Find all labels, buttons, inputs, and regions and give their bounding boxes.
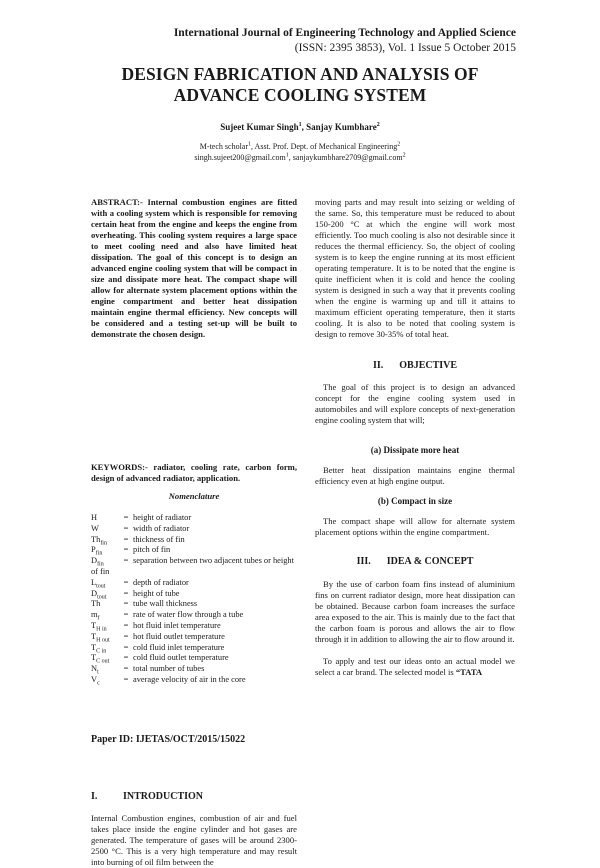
nomenclature-equals: =: [123, 523, 129, 533]
nomenclature-symbol-sub: c: [97, 680, 100, 687]
sub-heading-b: (b) Compact in size: [377, 496, 453, 506]
paper-id-value: IJETAS/OCT/2015/15022: [133, 734, 246, 745]
nomenclature-row: [91, 513, 297, 524]
nomenclature-symbol-sub: t: [97, 669, 99, 676]
nomenclature-row: [91, 524, 297, 535]
nomenclature-symbol-sub: C out: [96, 659, 110, 666]
nomenclature-symbol-base: D: [91, 556, 98, 566]
idea-number: III.: [356, 556, 371, 567]
nomenclature-symbol-base: V: [91, 674, 98, 684]
nomenclature-equals: =: [123, 610, 129, 620]
nomenclature-row: [91, 653, 297, 664]
nomenclature-symbol: [91, 664, 119, 675]
nomenclature-symbol-base: T: [91, 631, 97, 641]
nomenclature-equals: =: [123, 556, 129, 566]
idea-title: IDEA & CONCEPT: [386, 556, 474, 567]
nomenclature-row: [91, 556, 297, 578]
nomenclature-symbol: [91, 621, 119, 632]
intro-number: I.: [91, 791, 98, 802]
abstract: ABSTRACT:- Internal combustion engines are fitted with a cooling system which is responsible for removing certain heat from the engine and keeps the engine from overheating. This cooling system requires a large space to meet cooling need and also have limited heat dissipation. The goal of this concept is to design an advanced engine cooling system that will be compact in size and dissipate more heat. The compact shape will allow for alternate system placement options within the engine compartment and better heat dissipation maintain engine thermal efficiency. New concepts will be considered and a testing set-up will be built to demonstrate the chosen design.: [91, 197, 297, 339]
email-2-sup: 2: [402, 151, 406, 158]
nomenclature-desc: total number of tubes: [133, 664, 205, 674]
title-line-2: ADVANCE COOLING SYSTEM: [173, 85, 427, 105]
email-1-sup: 1: [285, 151, 289, 158]
nomenclature-row: [91, 599, 297, 610]
nomenclature-row: [91, 535, 297, 546]
nomenclature-symbol: [91, 524, 119, 535]
nomenclature-equals: =: [123, 599, 129, 609]
idea-text-2-main: To apply and test our ideas onto an actual model we select a car brand. The selected model is: [315, 656, 515, 677]
nomenclature-desc: height of tube: [133, 588, 180, 598]
author-2-sup: 2: [376, 122, 380, 128]
idea-text-1: By the use of carbon foam fins instead of aluminium fins on current radiator design, more heat dissipation can be obtained. Because carbon foam increases the surface area exposed to the air. This is mainly due to the fact that the carbon foam is porous and allows the air to flow through it in addition to allowing the air to flow around it.: [315, 579, 515, 644]
author-1: Sujeet Kumar Singh: [220, 122, 299, 132]
nomenclature-symbol: [91, 589, 119, 600]
nomenclature-desc: hot fluid inlet temperature: [133, 620, 221, 630]
nomenclature-equals: =: [123, 620, 129, 630]
objective-title: OBJECTIVE: [399, 360, 458, 371]
right-column-paragraph: moving parts and may result into seizing or welding of the same. So, this temperature must be reduced to about 150-200 °C at which the engine will work most efficiently. Too much cooling is also not desirable since it reduces the thermal efficiency. So, the object of cooling system is to keep the engine running at its most efficient operating temperature. It is to be noted that the engine is quite inefficient when it is cold and hence the cooling system is designed in such a way that it prevents cooling when the engine is warming up and till it attains to maximum efficient operating temperature, then it starts cooling. It is also to be noted that cooling system is design to remove 30-35% of total heat.: [315, 197, 515, 339]
nomenclature-desc: average velocity of air in the core: [133, 674, 246, 684]
sub-heading-a: (a) Dissipate more heat: [370, 445, 460, 455]
nomenclature-equals: =: [123, 631, 129, 641]
paper-title: [0, 64, 600, 106]
nomenclature-row: [91, 610, 297, 621]
nomenclature-desc: hot fluid outlet temperature: [133, 631, 225, 641]
nomenclature-row: [91, 589, 297, 600]
nomenclature-symbol-base: N: [91, 664, 98, 674]
email-line: [0, 153, 600, 164]
nomenclature-symbol-base: T: [91, 642, 97, 652]
nomenclature-title: Nomenclature: [168, 491, 220, 501]
nomenclature-equals: =: [123, 513, 129, 522]
nomenclature-symbol: [91, 599, 119, 610]
nomenclature-desc: thickness of fin: [133, 534, 185, 544]
nomenclature-symbol-sub: fin: [97, 561, 104, 568]
intro-heading: [91, 791, 203, 802]
idea-text-2-bold: “TATA: [455, 667, 483, 677]
nomenclature-symbol: [91, 556, 119, 567]
nomenclature-symbol: [91, 610, 119, 621]
nomenclature-symbol: [91, 578, 119, 589]
footer: [91, 734, 245, 745]
objective-number: II.: [372, 360, 384, 371]
email-2: , sanjaykumbhare2709@gmail.com: [288, 152, 403, 162]
nomenclature-equals: =: [123, 642, 129, 652]
nomenclature-symbol-base: H: [91, 513, 98, 522]
objective-text: The goal of this project is to design an advanced concept for the engine cooling system used in automobiles and will explore concepts of next-generation engine cooling system that will;: [315, 382, 515, 425]
idea-text-2: [315, 656, 515, 678]
title-line-1: DESIGN FABRICATION AND ANALYSIS OF: [121, 64, 479, 84]
nomenclature-symbol-base: T: [91, 653, 97, 663]
nomenclature-symbol: [91, 545, 119, 556]
nomenclature-row: [91, 545, 297, 556]
nomenclature-symbol: [91, 653, 119, 664]
paper-id-label: Paper ID:: [91, 734, 134, 745]
nomenclature-symbol: [91, 632, 119, 643]
nomenclature-desc: cold fluid outlet temperature: [133, 653, 229, 663]
nomenclature-symbol-sub: C in: [96, 648, 107, 655]
right-column: [315, 197, 515, 677]
nomenclature-desc: height of radiator: [133, 513, 192, 522]
journal-header: [174, 26, 516, 56]
nomenclature-desc: width of radiator: [133, 523, 190, 533]
affiliation-line: [0, 142, 600, 153]
nomenclature-equals: =: [123, 588, 129, 598]
objective-heading: [315, 360, 515, 371]
nomenclature-symbol-sub: f: [97, 615, 100, 622]
nomenclature-equals: =: [123, 674, 129, 684]
idea-heading: [315, 556, 515, 567]
affiliation-2: , Asst. Prof. Dept. of Mechanical Engineering: [251, 142, 398, 151]
nomenclature-row: [91, 632, 297, 643]
nomenclature-symbol-base: P: [91, 545, 96, 555]
nomenclature-symbol: [91, 535, 119, 546]
author-line: [0, 122, 600, 132]
nomenclature-desc: rate of water flow through a tube: [133, 610, 244, 620]
affiliation-block: [0, 142, 600, 163]
nomenclature-symbol-sub: fin: [100, 540, 107, 547]
email-1: singh.sujeet200@gmail.com: [194, 152, 286, 162]
nomenclature-symbol-base: L: [91, 577, 97, 587]
nomenclature-symbol-sub: tout: [97, 594, 107, 601]
nomenclature-symbol-sub: H in: [96, 626, 107, 633]
nomenclature-desc: cold fluid inlet temperature: [133, 642, 225, 652]
nomenclature-symbol-base: m: [91, 610, 98, 620]
affiliation-1-sup: 1: [248, 141, 251, 148]
author-1-sup: 1: [298, 122, 302, 128]
nomenclature-equals: =: [123, 653, 129, 663]
nomenclature-equals: =: [123, 664, 129, 674]
affiliation-1: M-tech scholar: [199, 142, 248, 151]
nomenclature-symbol: [91, 675, 119, 686]
nomenclature-desc: pitch of fin: [133, 545, 171, 555]
nomenclature-symbol-sub: fin: [95, 551, 103, 558]
nomenclature-symbol: [91, 513, 119, 524]
nomenclature-symbol-base: T: [91, 620, 97, 630]
nomenclature-symbol-base: D: [91, 588, 98, 598]
sub-b-text: The compact shape will allow for alternate system placement options within the engine compartment.: [315, 516, 515, 537]
nomenclature-symbol-base: W: [91, 523, 99, 533]
nomenclature-symbol: [91, 643, 119, 654]
nomenclature-row: [91, 578, 297, 589]
nomenclature-symbol-base: Th: [91, 599, 101, 609]
nomenclature-symbol-sub: H out: [96, 637, 110, 644]
nomenclature-equals: =: [123, 577, 129, 587]
nomenclature-equals: =: [123, 534, 129, 544]
journal-issn: (ISSN: 2395 3853), Vol. 1 Issue 5 October 2015: [294, 42, 516, 54]
nomenclature-row: [91, 643, 297, 654]
author-2: Sanjay Kumbhare: [306, 122, 377, 132]
nomenclature-desc: separation between two adjacent tubes or height of fin: [91, 556, 294, 576]
journal-name: International Journal of Engineering Technology and Applied Science: [173, 27, 516, 39]
intro-title: INTRODUCTION: [123, 791, 204, 802]
nomenclature-row: [91, 621, 297, 632]
nomenclature-desc: tube wall thickness: [133, 599, 198, 609]
nomenclature-row: [91, 664, 297, 675]
nomenclature-list: [91, 513, 297, 686]
affiliation-2-sup: 2: [397, 141, 401, 148]
intro-text: Internal Combustion engines, combustion of air and fuel takes place inside the engine cylinder and hot gases are generated. The temperature of gases will be around 2300-2500 °C. This is a very high temperature and may result into burning of oil film between the: [91, 813, 297, 867]
author-separator: ,: [301, 122, 307, 132]
nomenclature-row: [91, 675, 297, 686]
nomenclature-symbol-base: Th: [91, 534, 101, 544]
nomenclature-desc: depth of radiator: [133, 577, 189, 587]
nomenclature-equals: =: [123, 545, 129, 555]
nomenclature-symbol-sub: tout: [96, 583, 106, 590]
sub-a-text: Better heat dissipation maintains engine thermal efficiency even at high engine output.: [315, 465, 515, 486]
keywords: KEYWORDS:- radiator, cooling rate, carbon form, design of advanced radiator, application.: [91, 462, 297, 483]
